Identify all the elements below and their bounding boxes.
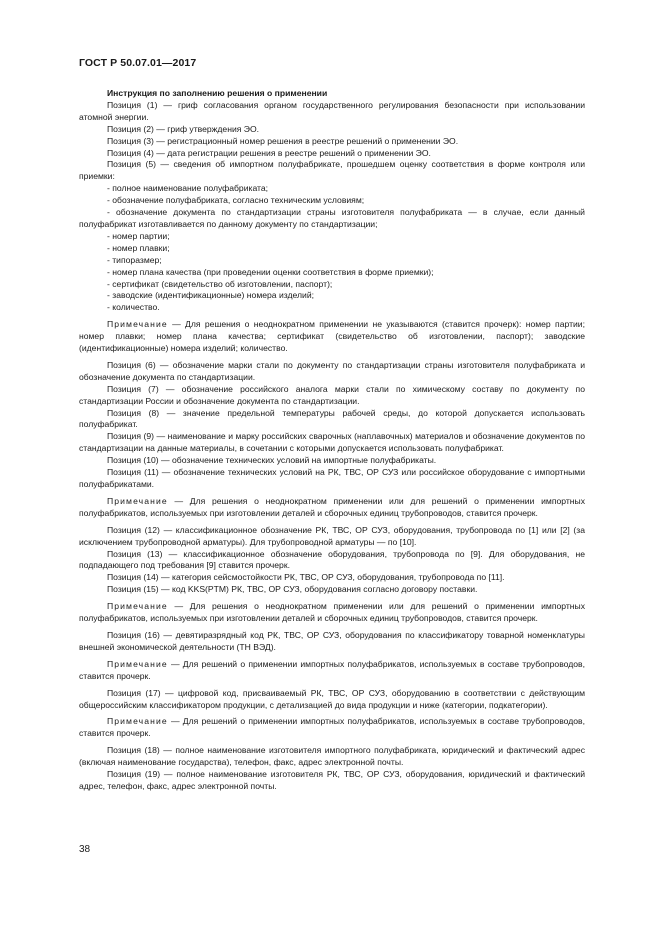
note-label: Примечание — [107, 601, 168, 612]
paragraph: Позиция (13) — классификационное обозначение оборудования, трубопровода по [9]. Для оборудования, не подпадающего под требования [9] ставится прочерк. — [79, 548, 585, 571]
paragraph: Позиция (12) — классификационное обозначение РК, ТВС, ОР СУЗ, оборудования, трубопровода по [1] или [2] (за исключением трубопроводной арматуры). Для трубопроводной арматуры — по [10]. — [79, 524, 585, 547]
note-text: — Для решения о неоднократном применении или для решений о применении импортных полуфабрикатов, используемых при изготовлении деталей и сборочных единиц трубопроводов, ставится прочерк. — [79, 601, 586, 624]
standard-header: ГОСТ Р 50.07.01—2017 — [79, 57, 197, 69]
list-item: - номер плана качества (при проведении оценки соответствия в форме приемки); — [107, 266, 434, 277]
note-label: Примечание — [107, 658, 168, 669]
note — [79, 716, 585, 740]
list-item: - сертификат (свидетельство об изготовлении, паспорт); — [107, 278, 333, 289]
note-text: — Для решения о неоднократном применении или для решений о применении импортных полуфабрикатов, используемых при изготовлении деталей и сборочных единиц трубопроводов, ставится прочерк. — [79, 495, 586, 518]
note — [79, 601, 585, 625]
list-item: - типоразмер; — [107, 254, 162, 265]
list-item: - обозначение полуфабриката, согласно техническим условиям; — [107, 195, 365, 206]
note-label: Примечание — [107, 319, 168, 330]
paragraph: Позиция (5) — сведения об импортном полуфабрикате, прошедшем оценку соответствия в форме контроля или приемки: — [79, 159, 585, 182]
paragraph: Позиция (9) — наименование и марку российских сварочных (наплавочных) материалов и обозначение документов по стандартизации на данные материалы, в сочетании с которыми допускается использовать полуфабрикат. — [79, 431, 585, 454]
note-label: Примечание — [107, 716, 168, 727]
list-item: - заводские (идентификационные) номера изделий; — [107, 290, 315, 301]
paragraph: Позиция (17) — цифровой код, присваиваемый РК, ТВС, ОР СУЗ, оборудованию в соответствии с действующим общероссийским классификатором продукции, с детализацией до вида продукции и ниже (категории, подкатегории). — [79, 687, 585, 710]
paragraph: Позиция (14) — категория сейсмостойкости РК, ТВС, ОР СУЗ, оборудования, трубопровода по [11]. — [107, 572, 505, 583]
paragraph: Позиция (8) — значение предельной температуры рабочей среды, до которой допускается использовать полуфабрикат. — [79, 407, 585, 430]
note-text: — Для решений о применении импортных полуфабрикатов, используемых в составе трубопроводов, ставится прочерк. — [79, 716, 585, 739]
paragraph: Позиция (2) — гриф утверждения ЭО. — [107, 123, 260, 134]
note-text: — Для решений о применении импортных полуфабрикатов, используемых в составе трубопроводов, ставится прочерк. — [79, 658, 585, 681]
paragraph: Позиция (10) — обозначение технических условий на импортные полуфабрикаты. — [107, 455, 437, 466]
paragraph: Позиция (19) — полное наименование изготовителя РК, ТВС, ОР СУЗ, оборудования, юридический и фактический адрес, телефон, факс, адрес электронной почты. — [79, 769, 585, 791]
paragraph: Позиция (16) — девятиразрядный код РК, ТВС, ОР СУЗ, оборудования по классификатору товарной номенклатуры внешней экономической деятельности (ТН ВЭД). — [79, 629, 585, 652]
paragraph: Позиция (3) — регистрационный номер решения в реестре решений о применении ЭО. — [107, 135, 459, 146]
note-text: — Для решения о неоднократном применении не указываются (ставится прочерк): номер партии; номер плавки; номер плана качества; сертификат (свидетельство об изготовлении, паспорт); заводские (идентификационные) номера изделий; количество. — [79, 319, 585, 354]
note — [79, 319, 585, 355]
paragraph: Позиция (4) — дата регистрации решения в реестре решений о применении ЭО. — [107, 147, 431, 158]
paragraph: Позиция (7) — обозначение российского аналога марки стали по химическому составу по документу по стандартизации России и обозначение документа по стандартизации. — [79, 383, 585, 406]
paragraph: Позиция (6) — обозначение марки стали по документу по стандартизации страны изготовителя полуфабриката и обозначение документа по стандартизации. — [79, 359, 585, 382]
list-item: - количество. — [107, 302, 160, 313]
instruction-body — [79, 88, 585, 793]
paragraph: Позиция (15) — код KKS(PTM) РК, ТВС, ОР СУЗ, оборудования согласно договору поставки. — [107, 584, 478, 595]
list-item: - номер партии; — [107, 230, 170, 241]
note-label: Примечание — [107, 495, 168, 506]
section-title: Инструкция по заполнению решения о применении — [107, 88, 328, 98]
list-item: - полное наименование полуфабриката; — [107, 183, 269, 194]
note — [79, 659, 585, 683]
paragraph: Позиция (11) — обозначение технических условий на РК, ТВС, ОР СУЗ или российское оборудование с импортными полуфабрикатами. — [79, 467, 585, 489]
paragraph: Позиция (1) — гриф согласования органом государственного регулирования безопасности при использовании атомной энергии. — [79, 99, 585, 122]
paragraph: Позиция (18) — полное наименование изготовителя импортного полуфабриката, юридический и фактический адрес (включая наименование государства), телефон, факс, адрес электронной почты. — [79, 745, 585, 768]
note — [79, 496, 585, 520]
list-item: - обозначение документа по стандартизации страны изготовителя полуфабриката — в случае, если данный полуфабрикат изготавливается по данному документу по стандартизации; — [79, 207, 585, 229]
list-item: - номер плавки; — [107, 242, 170, 253]
page-number: 38 — [79, 844, 91, 855]
